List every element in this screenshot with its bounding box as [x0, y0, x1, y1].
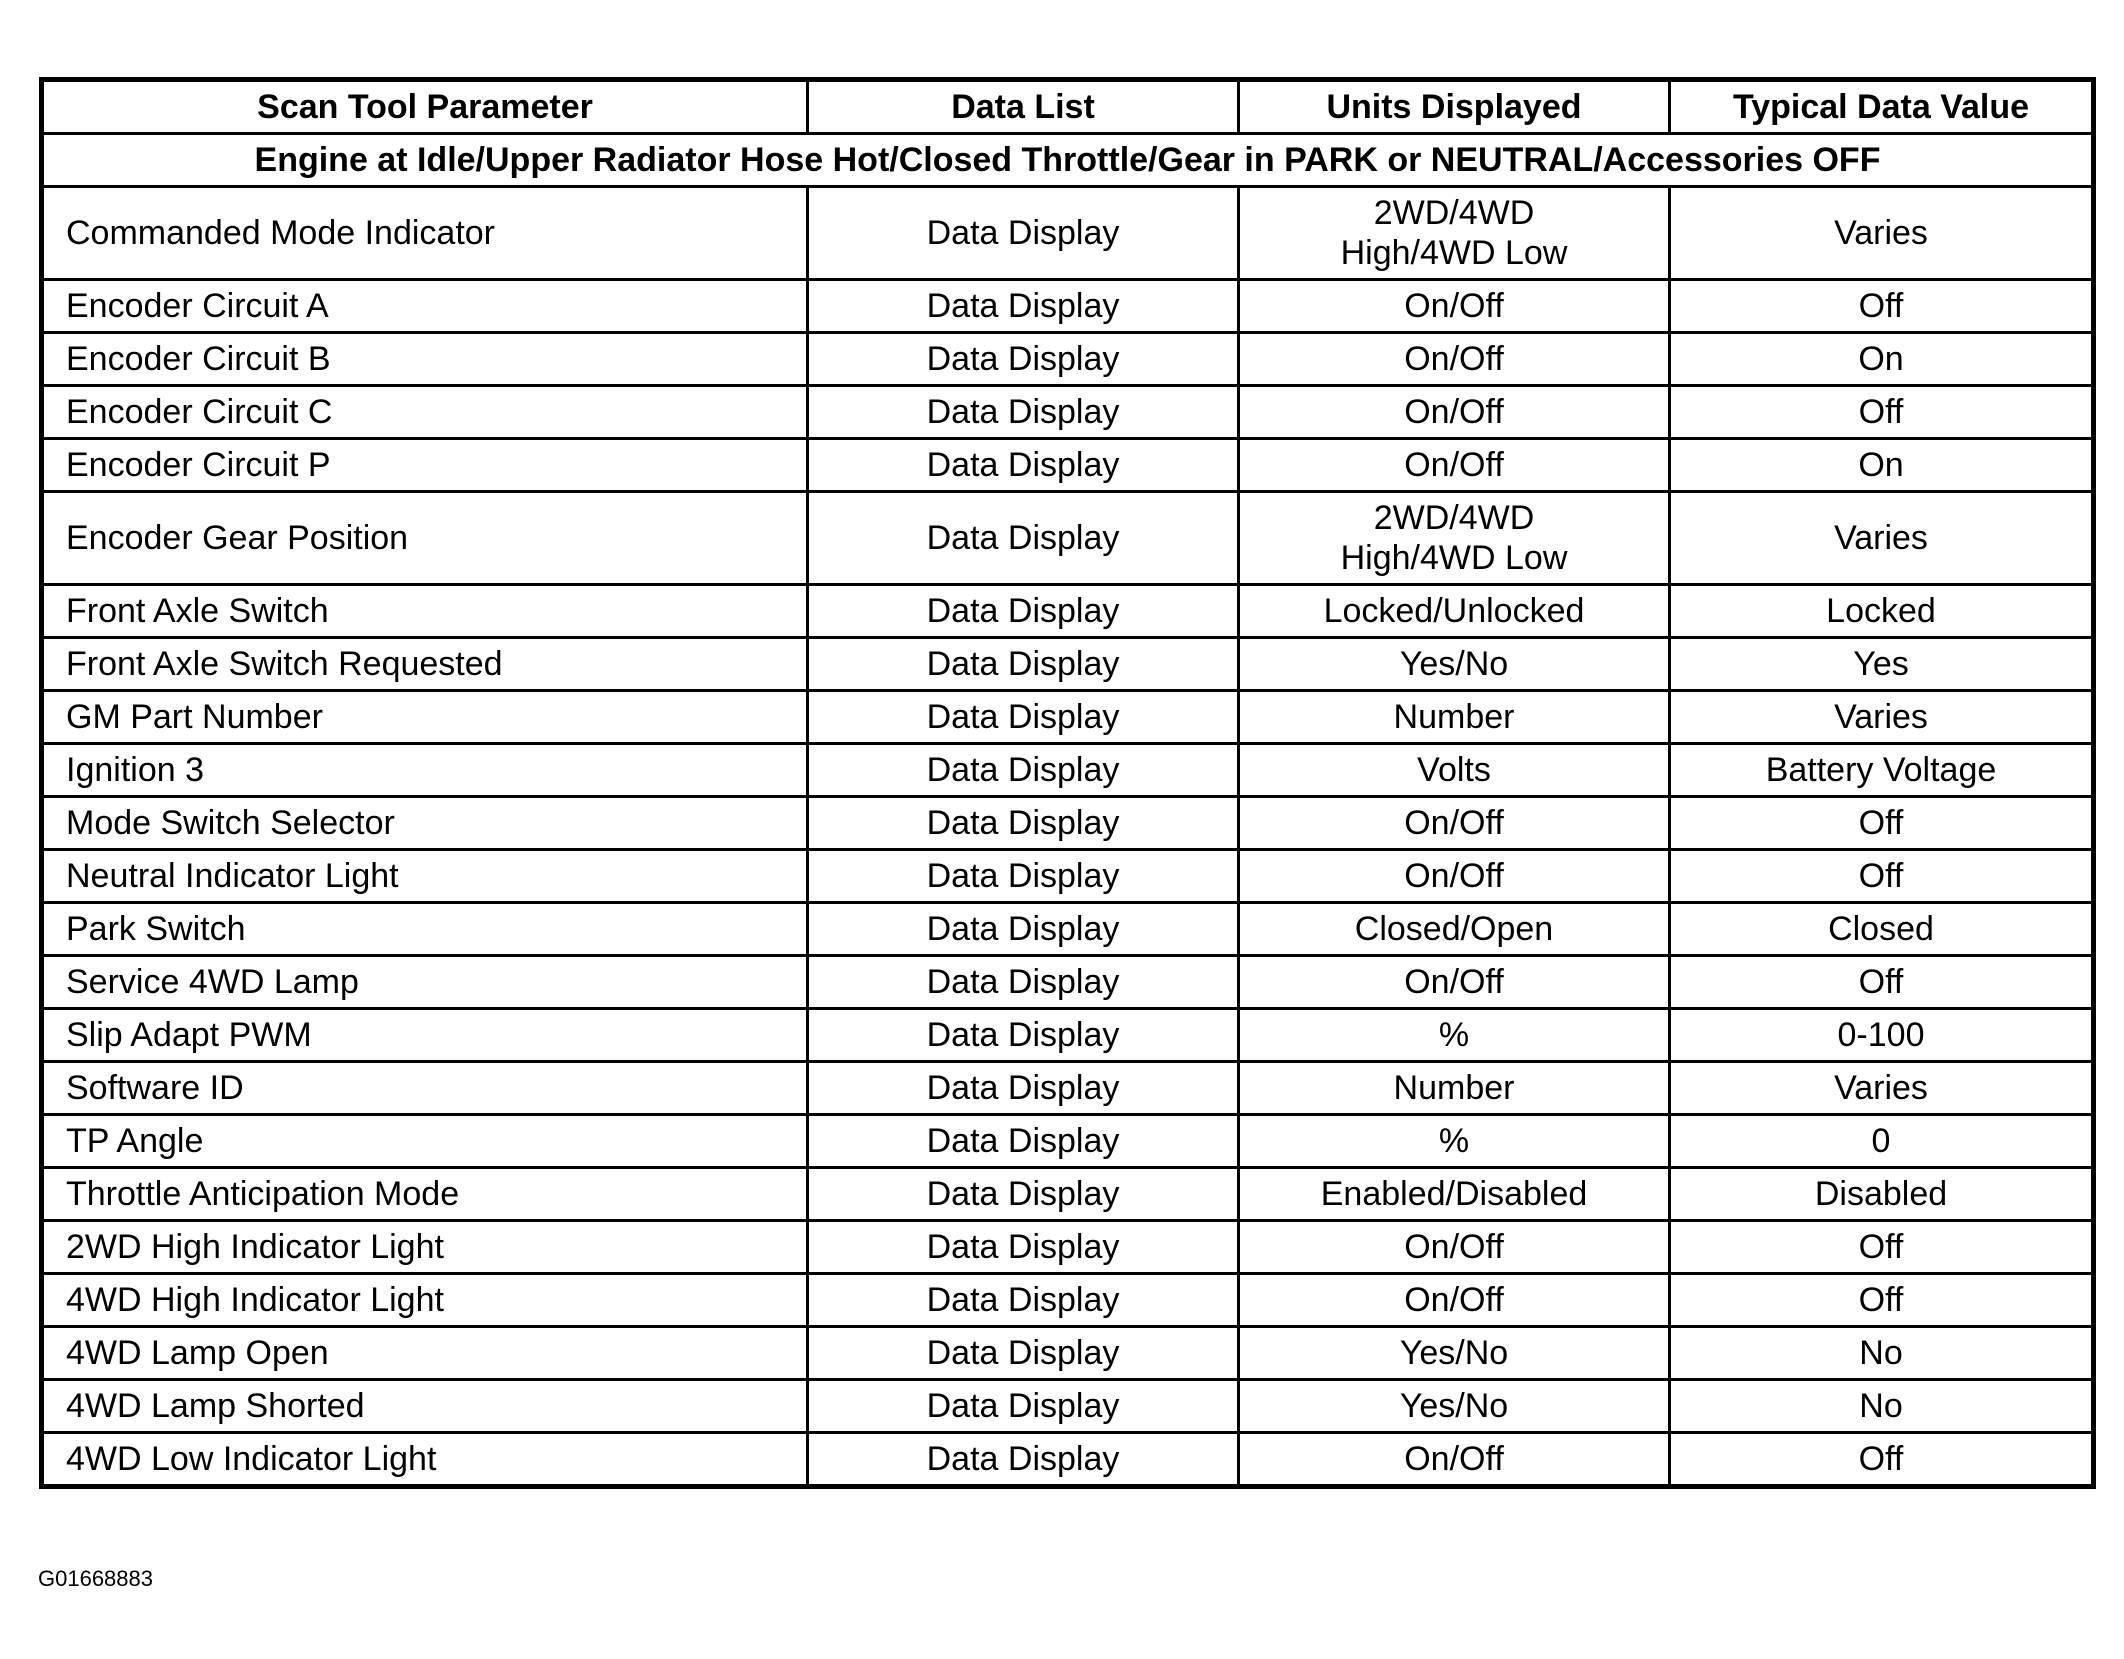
data-list-cell: Data Display: [808, 850, 1239, 903]
parameter-cell: Encoder Circuit P: [42, 439, 808, 492]
units-line: On/Off: [1404, 1440, 1504, 1478]
table-row: [42, 956, 2094, 1009]
table-row: [42, 1274, 2094, 1327]
parameter-cell: Commanded Mode Indicator: [42, 187, 808, 280]
table-header: [42, 80, 2094, 134]
units-cell: [1239, 1009, 1670, 1062]
data-list-cell: Data Display: [808, 280, 1239, 333]
parameter-cell: Mode Switch Selector: [42, 797, 808, 850]
typical-value-cell: Varies: [1670, 187, 2094, 280]
table-row: [42, 1168, 2094, 1221]
typical-value-cell: Locked: [1670, 585, 2094, 638]
data-list-cell: Data Display: [808, 1115, 1239, 1168]
parameter-cell: Encoder Circuit C: [42, 386, 808, 439]
parameter-cell: 4WD Lamp Open: [42, 1327, 808, 1380]
units-line: 2WD/4WD: [1373, 194, 1535, 232]
typical-value-cell: Off: [1670, 280, 2094, 333]
units-line: Closed/Open: [1354, 910, 1554, 948]
parameter-cell: Software ID: [42, 1062, 808, 1115]
data-list-cell: Data Display: [808, 585, 1239, 638]
table-row: [42, 585, 2094, 638]
units-cell: [1239, 744, 1670, 797]
parameter-cell: 4WD Low Indicator Light: [42, 1433, 808, 1487]
parameter-cell: Front Axle Switch Requested: [42, 638, 808, 691]
typical-value-cell: Off: [1670, 386, 2094, 439]
test-condition: Engine at Idle/Upper Radiator Hose Hot/Closed Throttle/Gear in PARK or NEUTRAL/Accessories OFF: [42, 134, 2094, 187]
data-list-cell: Data Display: [808, 439, 1239, 492]
units-cell: [1239, 1380, 1670, 1433]
units-cell: [1239, 1115, 1670, 1168]
parameter-cell: Slip Adapt PWM: [42, 1009, 808, 1062]
units-line: On/Off: [1404, 446, 1504, 484]
typical-value-cell: Off: [1670, 1433, 2094, 1487]
units-line: On/Off: [1404, 287, 1504, 325]
units-cell: [1239, 386, 1670, 439]
units-line: Yes/No: [1399, 1334, 1509, 1372]
typical-value-cell: No: [1670, 1380, 2094, 1433]
units-line: Number: [1393, 1069, 1515, 1107]
units-cell: [1239, 187, 1670, 280]
units-cell: [1239, 585, 1670, 638]
parameter-cell: Throttle Anticipation Mode: [42, 1168, 808, 1221]
parameter-cell: GM Part Number: [42, 691, 808, 744]
parameter-cell: Front Axle Switch: [42, 585, 808, 638]
header-typical-data-value: Typical Data Value: [1670, 80, 2094, 134]
table-row: [42, 1221, 2094, 1274]
units-line: 2WD/4WD: [1373, 499, 1535, 537]
units-line: %: [1438, 1016, 1470, 1054]
units-line: On/Off: [1404, 1228, 1504, 1266]
units-cell: [1239, 691, 1670, 744]
data-list-cell: Data Display: [808, 1274, 1239, 1327]
data-list-cell: Data Display: [808, 744, 1239, 797]
parameter-cell: Encoder Circuit B: [42, 333, 808, 386]
typical-value-cell: Varies: [1670, 691, 2094, 744]
typical-value-cell: Varies: [1670, 1062, 2094, 1115]
units-line: On/Off: [1404, 340, 1504, 378]
table-row: [42, 1062, 2094, 1115]
scan-tool-data-table: [39, 77, 2096, 1489]
header-scan-tool-parameter: Scan Tool Parameter: [42, 80, 808, 134]
data-list-cell: Data Display: [808, 187, 1239, 280]
table-body: [42, 134, 2094, 1487]
data-list-cell: Data Display: [808, 956, 1239, 1009]
table-row: [42, 691, 2094, 744]
typical-value-cell: Off: [1670, 956, 2094, 1009]
table-row: [42, 492, 2094, 585]
data-list-cell: Data Display: [808, 492, 1239, 585]
typical-value-cell: Off: [1670, 1221, 2094, 1274]
units-cell: [1239, 1168, 1670, 1221]
units-cell: [1239, 903, 1670, 956]
units-cell: [1239, 1274, 1670, 1327]
units-line: High/4WD Low: [1340, 539, 1568, 577]
units-cell: [1239, 1062, 1670, 1115]
units-line: On/Off: [1404, 857, 1504, 895]
header-data-list: Data List: [808, 80, 1239, 134]
table-row: [42, 1009, 2094, 1062]
typical-value-cell: Disabled: [1670, 1168, 2094, 1221]
data-list-cell: Data Display: [808, 1221, 1239, 1274]
typical-value-cell: On: [1670, 439, 2094, 492]
data-list-cell: Data Display: [808, 1062, 1239, 1115]
typical-value-cell: 0: [1670, 1115, 2094, 1168]
units-cell: [1239, 280, 1670, 333]
parameter-cell: 2WD High Indicator Light: [42, 1221, 808, 1274]
header-units-displayed: Units Displayed: [1239, 80, 1670, 134]
data-list-cell: Data Display: [808, 903, 1239, 956]
units-cell: [1239, 850, 1670, 903]
table-row: [42, 1433, 2094, 1487]
units-cell: [1239, 492, 1670, 585]
data-list-cell: Data Display: [808, 1380, 1239, 1433]
table-row: [42, 903, 2094, 956]
units-line: On/Off: [1404, 1281, 1504, 1319]
data-list-cell: Data Display: [808, 1433, 1239, 1487]
parameter-cell: TP Angle: [42, 1115, 808, 1168]
typical-value-cell: Off: [1670, 797, 2094, 850]
units-line: Number: [1393, 698, 1515, 736]
table-row: [42, 187, 2094, 280]
table-row: [42, 280, 2094, 333]
parameter-cell: Ignition 3: [42, 744, 808, 797]
data-list-cell: Data Display: [808, 691, 1239, 744]
parameter-cell: 4WD Lamp Shorted: [42, 1380, 808, 1433]
data-list-cell: Data Display: [808, 1168, 1239, 1221]
table-row: [42, 333, 2094, 386]
typical-value-cell: Yes: [1670, 638, 2094, 691]
table-row: [42, 439, 2094, 492]
typical-value-cell: Closed: [1670, 903, 2094, 956]
units-line: Yes/No: [1399, 1387, 1509, 1425]
units-cell: [1239, 333, 1670, 386]
units-line: On/Off: [1404, 393, 1504, 431]
units-cell: [1239, 439, 1670, 492]
table-row: [42, 744, 2094, 797]
units-line: Volts: [1417, 751, 1491, 789]
units-cell: [1239, 1433, 1670, 1487]
table-row: [42, 1380, 2094, 1433]
parameter-cell: Encoder Circuit A: [42, 280, 808, 333]
units-cell: [1239, 1327, 1670, 1380]
data-list-cell: Data Display: [808, 1327, 1239, 1380]
parameter-cell: Park Switch: [42, 903, 808, 956]
table-row: [42, 797, 2094, 850]
table-row: [42, 1115, 2094, 1168]
units-line: Enabled/Disabled: [1320, 1175, 1588, 1213]
data-list-cell: Data Display: [808, 333, 1239, 386]
data-list-cell: Data Display: [808, 386, 1239, 439]
units-cell: [1239, 956, 1670, 1009]
table-row: [42, 386, 2094, 439]
typical-value-cell: No: [1670, 1327, 2094, 1380]
table-row: [42, 850, 2094, 903]
typical-value-cell: Off: [1670, 1274, 2094, 1327]
figure-id: G01668883: [38, 1566, 153, 1591]
units-line: %: [1438, 1122, 1470, 1160]
parameter-cell: 4WD High Indicator Light: [42, 1274, 808, 1327]
data-list-cell: Data Display: [808, 1009, 1239, 1062]
typical-value-cell: On: [1670, 333, 2094, 386]
units-line: On/Off: [1404, 804, 1504, 842]
data-list-cell: Data Display: [808, 797, 1239, 850]
typical-value-cell: Off: [1670, 850, 2094, 903]
units-line: High/4WD Low: [1340, 234, 1568, 272]
typical-value-cell: 0-100: [1670, 1009, 2094, 1062]
units-line: Locked/Unlocked: [1323, 592, 1585, 630]
data-list-cell: Data Display: [808, 638, 1239, 691]
units-cell: [1239, 797, 1670, 850]
header-row: [42, 80, 2094, 134]
parameter-cell: Neutral Indicator Light: [42, 850, 808, 903]
units-line: Yes/No: [1399, 645, 1509, 683]
table-row: [42, 638, 2094, 691]
typical-value-cell: Varies: [1670, 492, 2094, 585]
parameter-cell: Service 4WD Lamp: [42, 956, 808, 1009]
parameter-cell: Encoder Gear Position: [42, 492, 808, 585]
units-cell: [1239, 1221, 1670, 1274]
units-cell: [1239, 638, 1670, 691]
condition-row: [42, 134, 2094, 187]
table-row: [42, 1327, 2094, 1380]
typical-value-cell: Battery Voltage: [1670, 744, 2094, 797]
units-line: On/Off: [1404, 963, 1504, 1001]
